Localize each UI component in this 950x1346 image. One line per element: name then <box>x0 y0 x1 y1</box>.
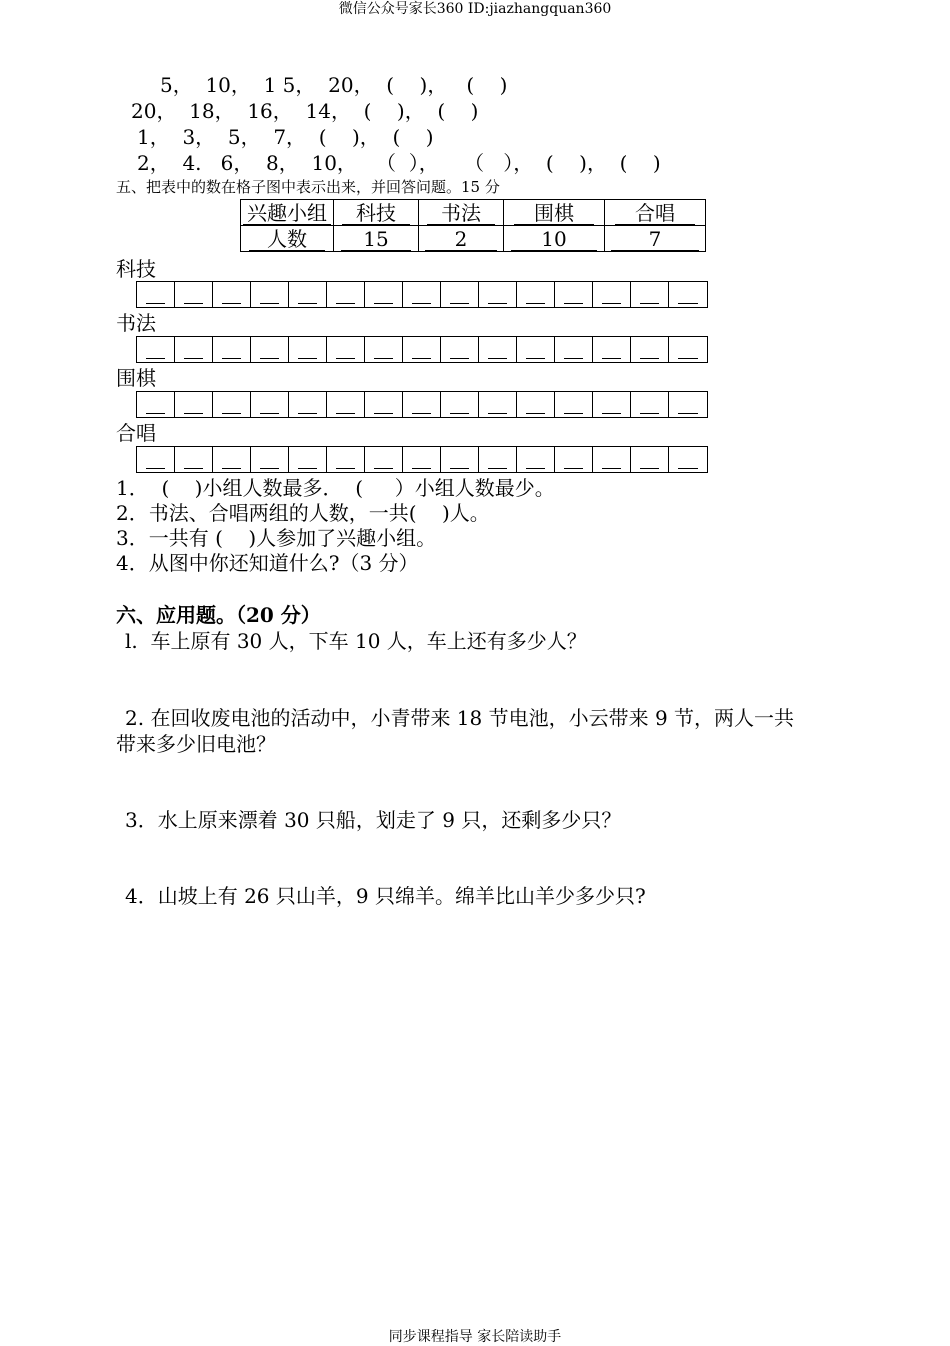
grid-cell <box>365 337 403 362</box>
page-header: 微信公众号家长360 ID:jiazhangquan360 <box>338 1 612 17</box>
grid-cell <box>517 392 555 417</box>
table-row <box>241 226 706 252</box>
table-group: 围棋 <box>514 202 594 225</box>
sequence-2: 20， 18， 16， 14， ( )， ( ) <box>131 99 479 123</box>
grid-cell <box>479 282 517 307</box>
table-group: 科技 <box>342 202 410 225</box>
grid-cell <box>137 282 175 307</box>
grid-cell <box>365 282 403 307</box>
table-row <box>241 200 706 226</box>
grid-cell <box>669 337 707 362</box>
grid-cell <box>175 337 213 362</box>
grid-label-shufa: 书法 <box>116 311 156 335</box>
grid-cell <box>137 447 175 472</box>
interest-group-table <box>240 199 706 252</box>
grid-cell <box>175 392 213 417</box>
grid-cell <box>327 282 365 307</box>
grid-cell <box>251 447 289 472</box>
grid-row-weiqi <box>136 391 708 418</box>
grid-cell <box>289 337 327 362</box>
grid-cell <box>441 447 479 472</box>
grid-cell <box>403 282 441 307</box>
table-group: 书法 <box>427 202 495 225</box>
grid-cell <box>365 392 403 417</box>
section5-title: 五、把表中的数在格子图中表示出来，并回答问题。15 分 <box>116 178 500 196</box>
grid-cell <box>555 282 593 307</box>
grid-cell <box>137 337 175 362</box>
table-count: 10 <box>511 228 596 251</box>
grid-cell <box>175 282 213 307</box>
problem-1: l. 车上原有 30 人，下车 10 人，车上还有多少人？ <box>125 629 587 653</box>
grid-cell <box>327 447 365 472</box>
table-count: 7 <box>611 228 700 251</box>
grid-cell <box>403 392 441 417</box>
grid-cell <box>593 337 631 362</box>
grid-cell <box>631 282 669 307</box>
grid-cell <box>555 337 593 362</box>
question-1: 1． ( )小组人数最多． ( ）小组人数最少。 <box>116 476 555 500</box>
grid-cell <box>555 447 593 472</box>
sequence-1: 5， 10， 1 5， 20， ( )， ( ) <box>160 73 508 97</box>
grid-label-weiqi: 围棋 <box>116 366 156 390</box>
grid-row-hechang <box>136 446 708 473</box>
grid-cell <box>517 447 555 472</box>
grid-cell <box>631 337 669 362</box>
grid-cell <box>213 337 251 362</box>
grid-cell <box>669 392 707 417</box>
grid-cell <box>251 337 289 362</box>
page-footer: 同步课程指导 家长陪读助手 <box>388 1329 562 1345</box>
section6-title: 六、应用题。（20 分） <box>116 603 321 627</box>
table-count: 2 <box>425 228 498 251</box>
grid-cell <box>289 392 327 417</box>
table-count: 15 <box>341 228 410 251</box>
grid-cell <box>289 447 327 472</box>
grid-cell <box>403 447 441 472</box>
grid-cell <box>175 447 213 472</box>
question-2: 2．书法、合唱两组的人数，一共( )人。 <box>116 501 490 525</box>
sequence-3: 1， 3， 5， 7， ( )， ( ) <box>137 125 434 149</box>
grid-cell <box>517 337 555 362</box>
grid-cell <box>251 392 289 417</box>
problem-4: 4．山坡上有 26 只山羊，9 只绵羊。绵羊比山羊少多少只? <box>125 884 646 908</box>
grid-cell <box>403 337 441 362</box>
grid-cell <box>593 447 631 472</box>
grid-cell <box>669 447 707 472</box>
problem-2-continued: 带来多少旧电池？ <box>116 732 276 756</box>
grid-cell <box>631 447 669 472</box>
grid-cell <box>479 392 517 417</box>
grid-cell <box>441 337 479 362</box>
problem-2: 2. 在回收废电池的活动中，小青带来 18 节电池，小云带来 9 节，两人一共 <box>125 706 795 730</box>
grid-cell <box>669 282 707 307</box>
grid-cell <box>593 392 631 417</box>
grid-cell <box>327 392 365 417</box>
question-4: 4．从图中你还知道什么?（3 分） <box>116 551 419 575</box>
grid-cell <box>441 392 479 417</box>
table-header-label: 兴趣小组 <box>243 202 331 225</box>
grid-cell <box>479 447 517 472</box>
sequence-4: 2， 4. 6， 8， 10， （ ）， （ ）， ( )， ( ) <box>137 151 661 175</box>
grid-label-keji: 科技 <box>116 257 156 281</box>
question-3: 3．一共有 ( )人参加了兴趣小组。 <box>116 526 437 550</box>
grid-row-keji <box>136 281 708 308</box>
grid-cell <box>289 282 327 307</box>
grid-cell <box>213 282 251 307</box>
problem-3: 3．水上原来漂着 30 只船，划走了 9 只，还剩多少只？ <box>125 808 622 832</box>
grid-cell <box>365 447 403 472</box>
grid-cell <box>213 447 251 472</box>
table-group: 合唱 <box>615 202 695 225</box>
grid-cell <box>555 392 593 417</box>
table-row-label: 人数 <box>249 228 325 251</box>
grid-cell <box>631 392 669 417</box>
grid-cell <box>327 337 365 362</box>
grid-cell <box>137 392 175 417</box>
grid-cell <box>251 282 289 307</box>
grid-cell <box>517 282 555 307</box>
grid-cell <box>479 337 517 362</box>
grid-cell <box>593 282 631 307</box>
grid-row-shufa <box>136 336 708 363</box>
grid-cell <box>213 392 251 417</box>
grid-cell <box>441 282 479 307</box>
grid-label-hechang: 合唱 <box>116 421 156 445</box>
